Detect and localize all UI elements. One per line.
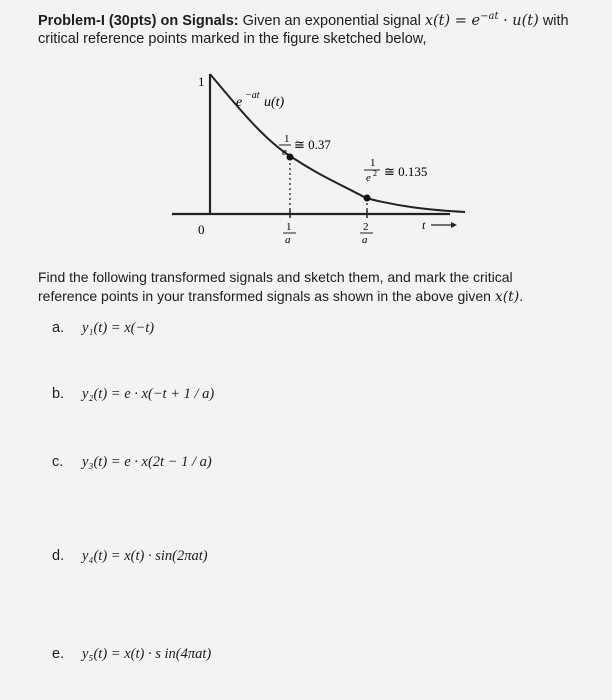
instructions xyxy=(38,268,598,307)
curve-label xyxy=(236,90,285,110)
instructions-line-2: reference points in your transformed signals as shown in the above given x(t). xyxy=(38,288,524,305)
instructions-line-1: Find the following transformed signals and sketch them, and mark the critical xyxy=(38,269,513,285)
tick-2-label xyxy=(360,221,373,246)
tick-1-label xyxy=(283,221,296,246)
point-1-over-e2 xyxy=(364,195,371,202)
problem-header xyxy=(38,8,598,48)
item-b-label: b. xyxy=(52,386,65,402)
item-b xyxy=(52,386,214,403)
item-c-equation: y₃(t) = e · x(2t − 1 / a) xyxy=(82,454,212,470)
item-d xyxy=(52,548,208,565)
item-b-equation: y₂(t) = e · x(−t + 1 / a) xyxy=(82,386,215,402)
item-d-equation: y₄(t) = x(t) · sin(2πat) xyxy=(82,548,208,564)
svg-text:1: 1 xyxy=(284,133,290,145)
svg-text:a: a xyxy=(362,234,368,246)
t-axis-label xyxy=(422,218,457,232)
svg-text:2: 2 xyxy=(373,169,377,178)
svg-text:≅ 0.135: ≅ 0.135 xyxy=(384,164,428,179)
svg-text:e: e xyxy=(236,95,243,110)
svg-text:−at: −at xyxy=(245,90,260,101)
item-e-equation: y₅(t) = x(t) · s in(4πat) xyxy=(82,646,212,662)
svg-text:≅ 0.37: ≅ 0.37 xyxy=(294,137,331,152)
intro-text: Given an exponential signal xyxy=(242,12,421,29)
svg-text:1: 1 xyxy=(370,157,376,169)
item-e-label: e. xyxy=(52,646,65,662)
item-a xyxy=(52,320,154,337)
svg-text:u(t): u(t) xyxy=(264,95,285,110)
svg-text:e: e xyxy=(366,172,371,184)
item-c xyxy=(52,454,212,471)
item-a-label: a. xyxy=(52,320,65,336)
exponential-figure xyxy=(160,62,480,262)
svg-text:2: 2 xyxy=(363,221,369,233)
svg-text:a: a xyxy=(285,234,291,246)
svg-text:1: 1 xyxy=(286,221,292,233)
header-line-1 xyxy=(38,8,598,30)
instructions-var: x(t) xyxy=(494,289,520,305)
item-c-label: c. xyxy=(52,454,64,470)
y-one-label: 1 xyxy=(198,74,205,89)
item-d-label: d. xyxy=(52,548,65,564)
point-2-label xyxy=(364,157,427,184)
with-text: with xyxy=(542,12,569,29)
origin-label: 0 xyxy=(198,222,205,237)
svg-text:e: e xyxy=(282,146,287,158)
problem-label: Problem-I (30pts) on Signals: xyxy=(38,12,239,29)
point-1-over-e xyxy=(287,154,294,161)
item-e xyxy=(52,646,211,663)
svg-text:t: t xyxy=(422,218,426,232)
signal-equation: $x(t) = e^{-at} \cdot u(t)$ xyxy=(424,11,539,29)
header-line-2: critical reference points marked in the figure sketched below, xyxy=(38,30,427,47)
point-1-label xyxy=(279,133,331,158)
item-a-equation: y₁(t) = x(−t) xyxy=(82,320,155,336)
